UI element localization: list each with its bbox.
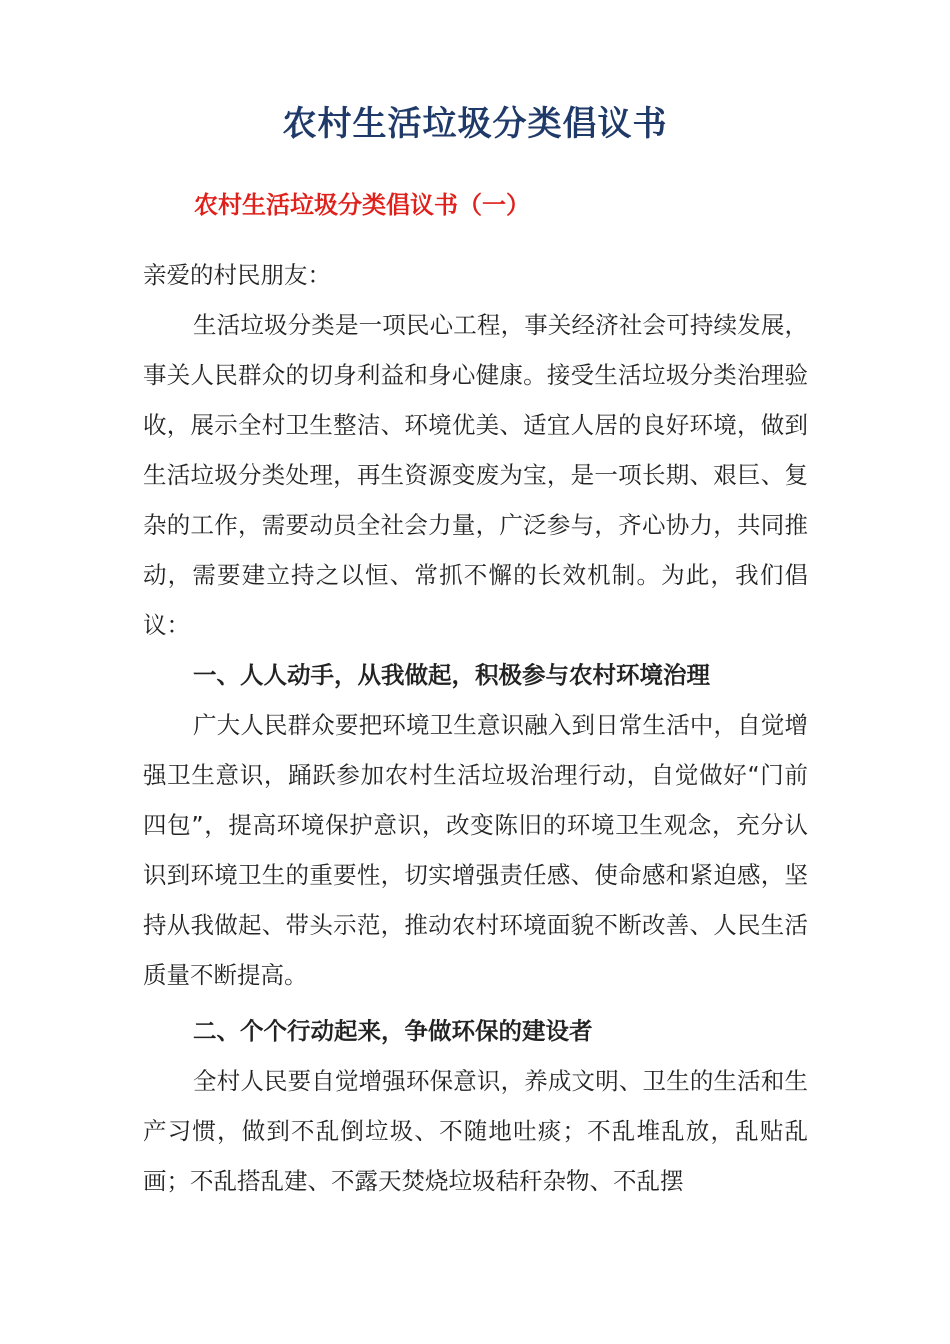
section-2-heading: 二、个个行动起来，争做环保的建设者	[193, 1017, 593, 1045]
document-title: 农村生活垃圾分类倡议书	[282, 104, 668, 144]
section-2-paragraph: 全村人民要自觉增强环保意识，养成文明、卫生的生活和生产习惯，做到不乱倒垃圾、不随地吐痰；不乱堆乱放，乱贴乱画；不乱搭乱建、不露天焚烧垃圾秸秆杂物、不乱摆	[143, 1067, 808, 1195]
document-subtitle: 农村生活垃圾分类倡议书（一）	[194, 191, 530, 219]
intro-paragraph: 生活垃圾分类是一项民心工程，事关经济社会可持续发展，事关人民群众的切身利益和身心健康。接受生活垃圾分类治理验收，展示全村卫生整洁、环境优美、适宜人居的良好环境，做到生活垃圾分类处理，再生资源变废为宝，是一项长期、艰巨、复杂的工作，需要动员全社会力量，广泛参与，齐心协力，共同推动，需要建立持之以恒、常抓不懈的长效机制。为此，我们倡议：	[143, 311, 808, 639]
section-1-heading: 一、人人动手，从我做起，积极参与农村环境治理	[193, 661, 710, 689]
section-1-paragraph: 广大人民群众要把环境卫生意识融入到日常生活中，自觉增强卫生意识，踊跃参加农村生活垃圾治理行动，自觉做好“门前四包”，提高环境保护意识，改变陈旧的环境卫生观念，充分认识到环境卫生的重要性，切实增强责任感、使命感和紧迫感，坚持从我做起、带头示范，推动农村环境面貌不断改善、人民生活质量不断提高。	[143, 711, 808, 989]
greeting: 亲爱的村民朋友：	[143, 261, 331, 289]
document-body	[143, 250, 808, 1206]
